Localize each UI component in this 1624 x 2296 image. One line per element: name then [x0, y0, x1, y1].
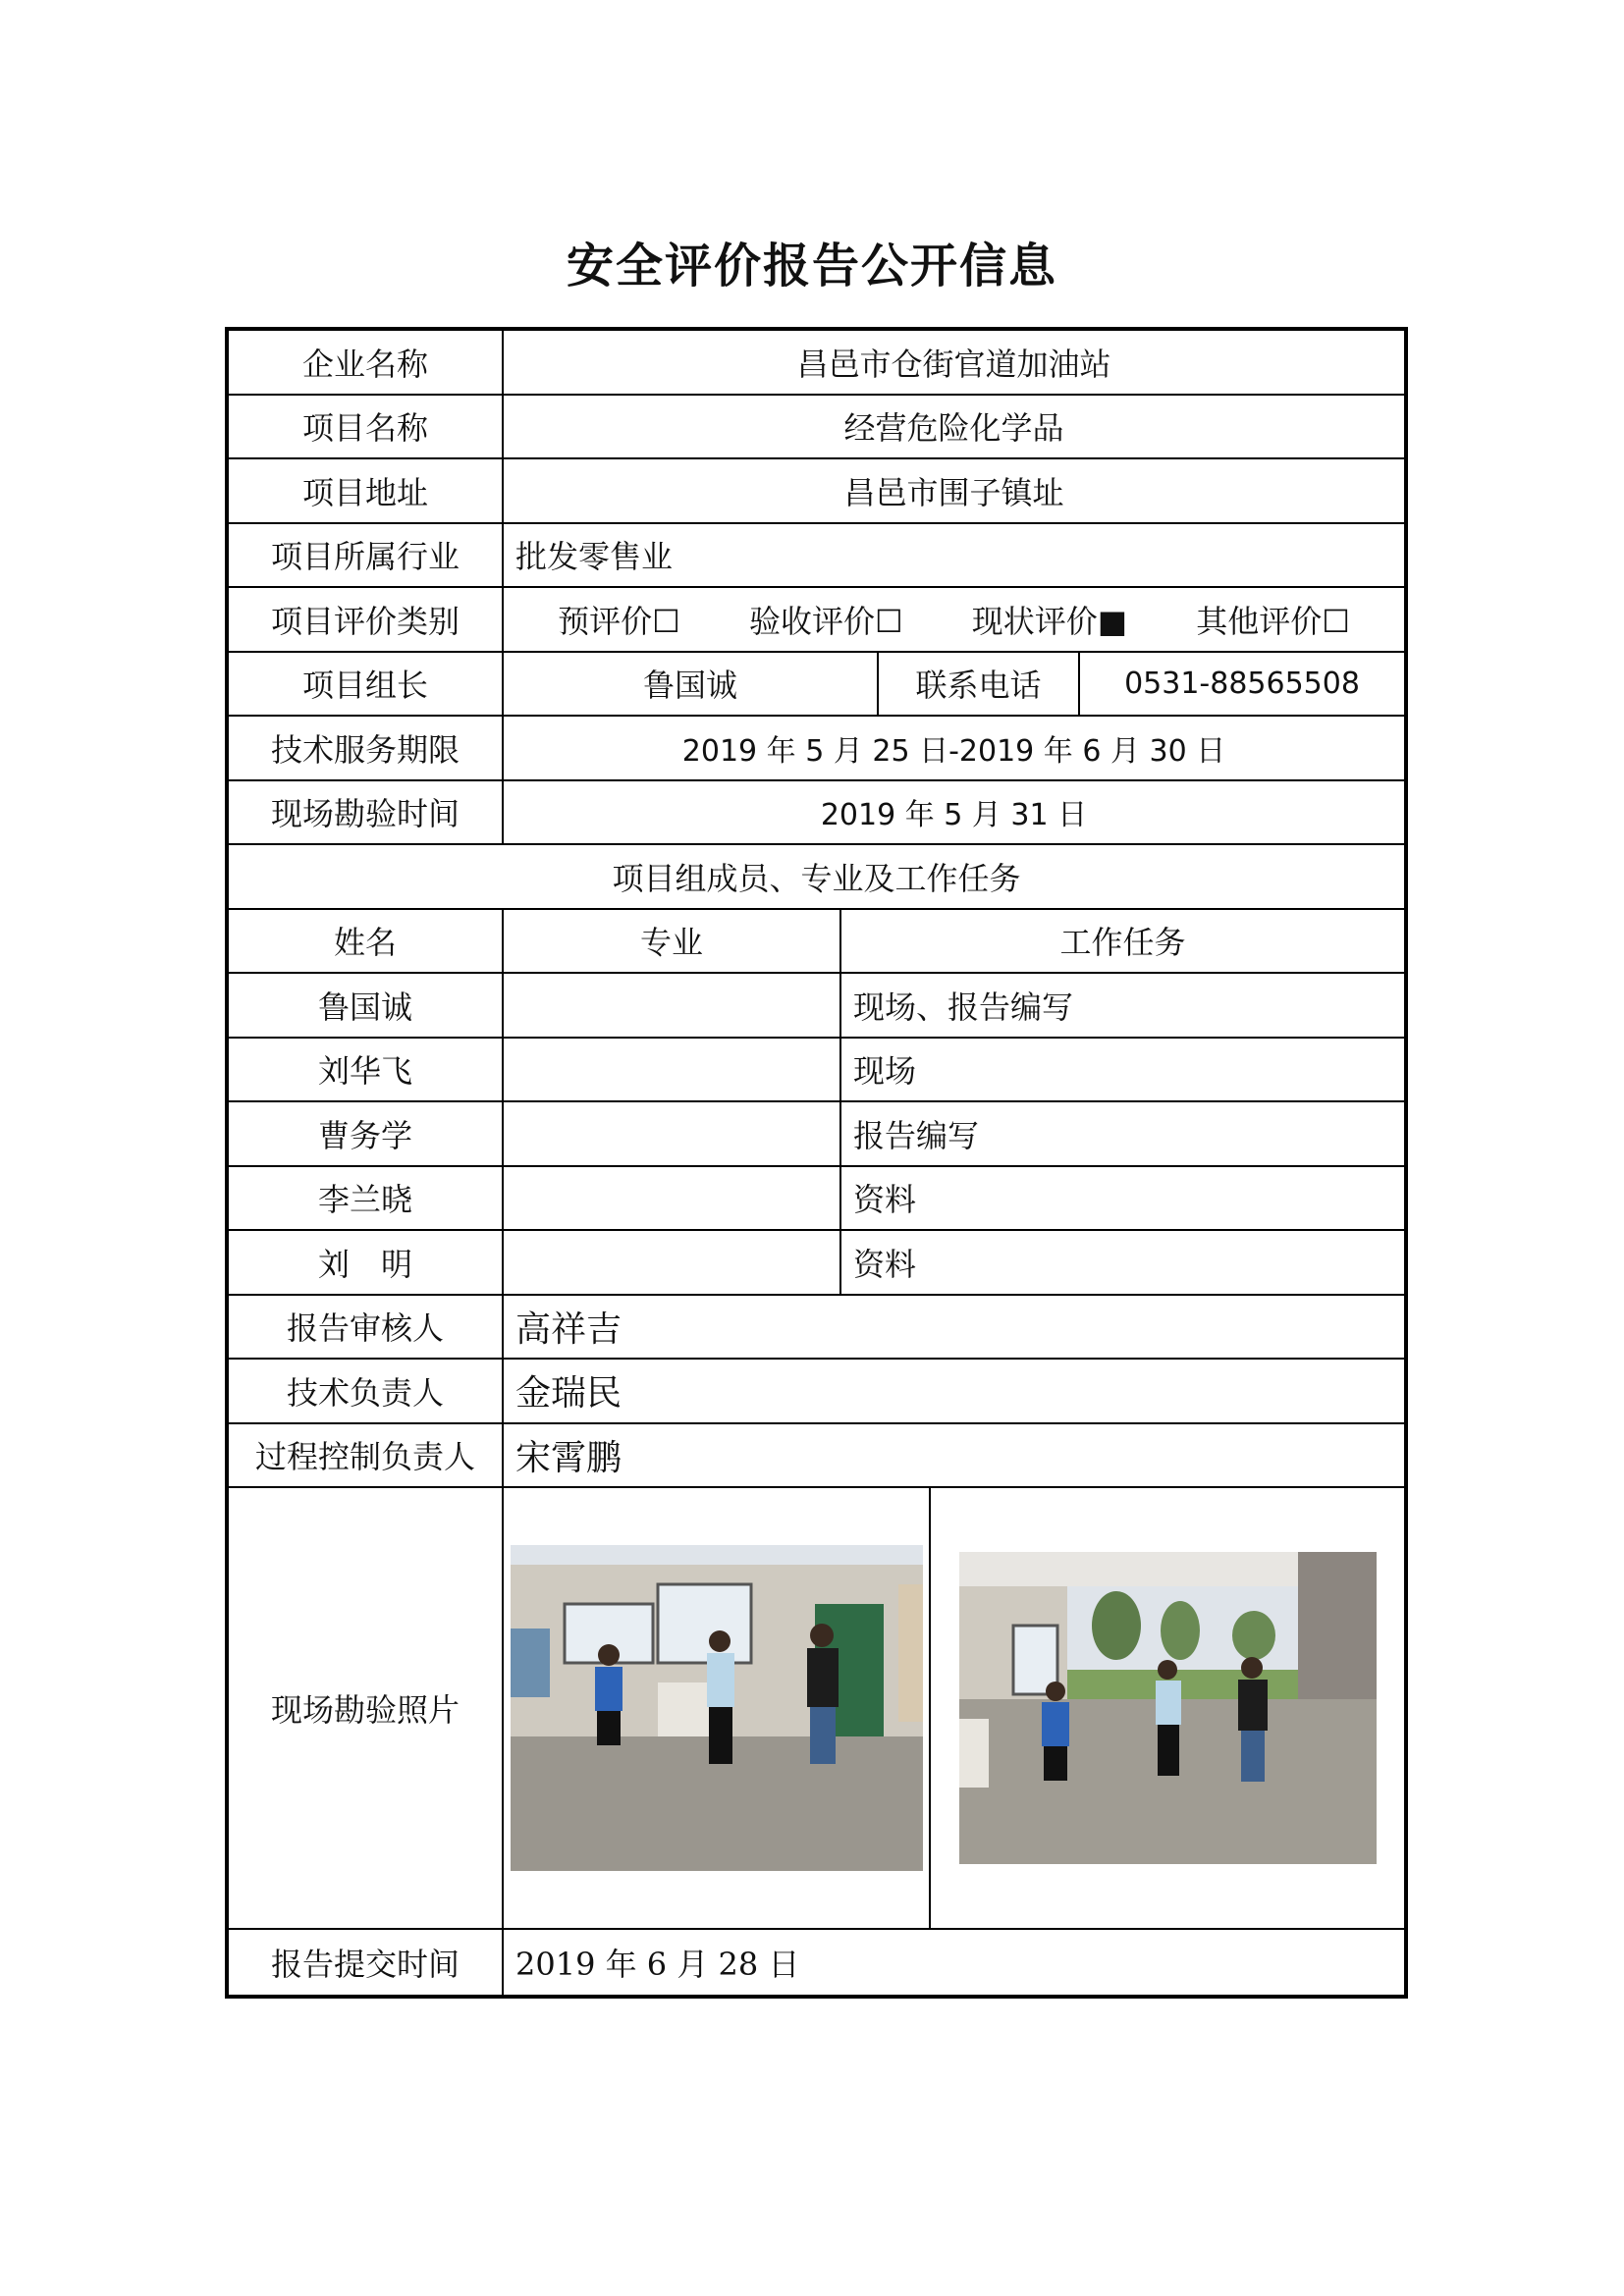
header-major: 专业 — [504, 910, 841, 973]
leader-label: 项目组长 — [229, 653, 504, 716]
row-process-lead — [229, 1424, 1404, 1489]
tech-lead-signature: 金瑞民 — [515, 1373, 623, 1415]
project-name-label: 项目名称 — [229, 396, 504, 458]
eval-option-other: 其他评价☐ — [1196, 602, 1350, 640]
site-photo-1 — [511, 1545, 923, 1871]
header-name: 姓名 — [229, 910, 504, 973]
row-members-header — [229, 910, 1404, 975]
member-task: 现场 — [853, 1052, 917, 1091]
reviewer-signature: 高祥吉 — [515, 1308, 623, 1350]
service-period-value: 2019 年 5 月 25 日-2019 年 6 月 30 日 — [681, 733, 1226, 769]
eval-type-label: 项目评价类别 — [229, 588, 504, 651]
member-name: 曹务学 — [229, 1102, 504, 1165]
eval-type-options — [504, 588, 1404, 651]
member-major — [504, 974, 841, 1037]
row-survey-time — [229, 781, 1404, 846]
reviewer-label: 报告审核人 — [229, 1296, 504, 1359]
project-name-value: 经营危险化学品 — [843, 409, 1064, 448]
phone-label: 联系电话 — [879, 653, 1080, 716]
member-name: 刘 明 — [229, 1231, 504, 1294]
submit-value: 2019 年 6 月 28 日 — [515, 1945, 800, 1983]
member-name: 李兰晓 — [229, 1167, 504, 1230]
member-row — [229, 974, 1404, 1039]
row-eval-type — [229, 588, 1404, 653]
survey-time-label: 现场勘验时间 — [229, 781, 504, 844]
row-tech-lead — [229, 1360, 1404, 1424]
eval-option-pre: 预评价☐ — [558, 602, 680, 640]
project-address-value: 昌邑市围子镇址 — [843, 473, 1064, 511]
member-name: 刘华飞 — [229, 1039, 504, 1101]
process-lead-signature: 宋霄鹏 — [515, 1437, 623, 1478]
row-submit — [229, 1930, 1404, 1995]
submit-label: 报告提交时间 — [229, 1930, 504, 1995]
member-task: 资料 — [853, 1181, 917, 1219]
photo-cell-1 — [504, 1488, 931, 1928]
row-company — [229, 331, 1404, 396]
member-major — [504, 1039, 841, 1101]
row-leader — [229, 653, 1404, 718]
leader-value: 鲁国诚 — [504, 653, 879, 716]
tech-lead-label: 技术负责人 — [229, 1360, 504, 1422]
site-photo-2 — [959, 1552, 1377, 1864]
member-major — [504, 1167, 841, 1230]
member-row — [229, 1102, 1404, 1167]
row-photos — [229, 1488, 1404, 1930]
process-lead-label: 过程控制负责人 — [229, 1424, 504, 1487]
phone-value: 0531-88565508 — [1124, 666, 1360, 701]
member-major — [504, 1231, 841, 1294]
industry-value: 批发零售业 — [515, 538, 674, 576]
members-section-title: 项目组成员、专业及工作任务 — [612, 859, 1021, 897]
industry-label: 项目所属行业 — [229, 524, 504, 587]
row-service-period — [229, 717, 1404, 781]
company-value: 昌邑市仓街官道加油站 — [796, 345, 1111, 383]
project-address-label: 项目地址 — [229, 459, 504, 522]
eval-option-current: 现状评价■ — [971, 602, 1128, 640]
member-task: 资料 — [853, 1245, 917, 1283]
member-task: 报告编写 — [853, 1116, 980, 1154]
row-reviewer — [229, 1296, 1404, 1361]
member-row — [229, 1167, 1404, 1232]
photos-label: 现场勘验照片 — [229, 1488, 504, 1928]
eval-option-acceptance: 验收评价☐ — [748, 602, 903, 640]
survey-time-value: 2019 年 5 月 31 日 — [820, 798, 1088, 833]
photo-cell-2 — [931, 1488, 1404, 1928]
service-period-label: 技术服务期限 — [229, 717, 504, 779]
company-label: 企业名称 — [229, 331, 504, 394]
header-task: 工作任务 — [1059, 924, 1186, 962]
row-project-address — [229, 459, 1404, 524]
member-task: 现场、报告编写 — [853, 988, 1074, 1026]
row-project-name — [229, 396, 1404, 460]
member-name: 鲁国诚 — [229, 974, 504, 1037]
member-major — [504, 1102, 841, 1165]
info-form — [225, 327, 1408, 1999]
member-row — [229, 1039, 1404, 1103]
member-row — [229, 1231, 1404, 1296]
row-industry — [229, 524, 1404, 589]
row-members-title — [229, 845, 1404, 910]
page-title: 安全评价报告公开信息 — [566, 239, 1057, 294]
